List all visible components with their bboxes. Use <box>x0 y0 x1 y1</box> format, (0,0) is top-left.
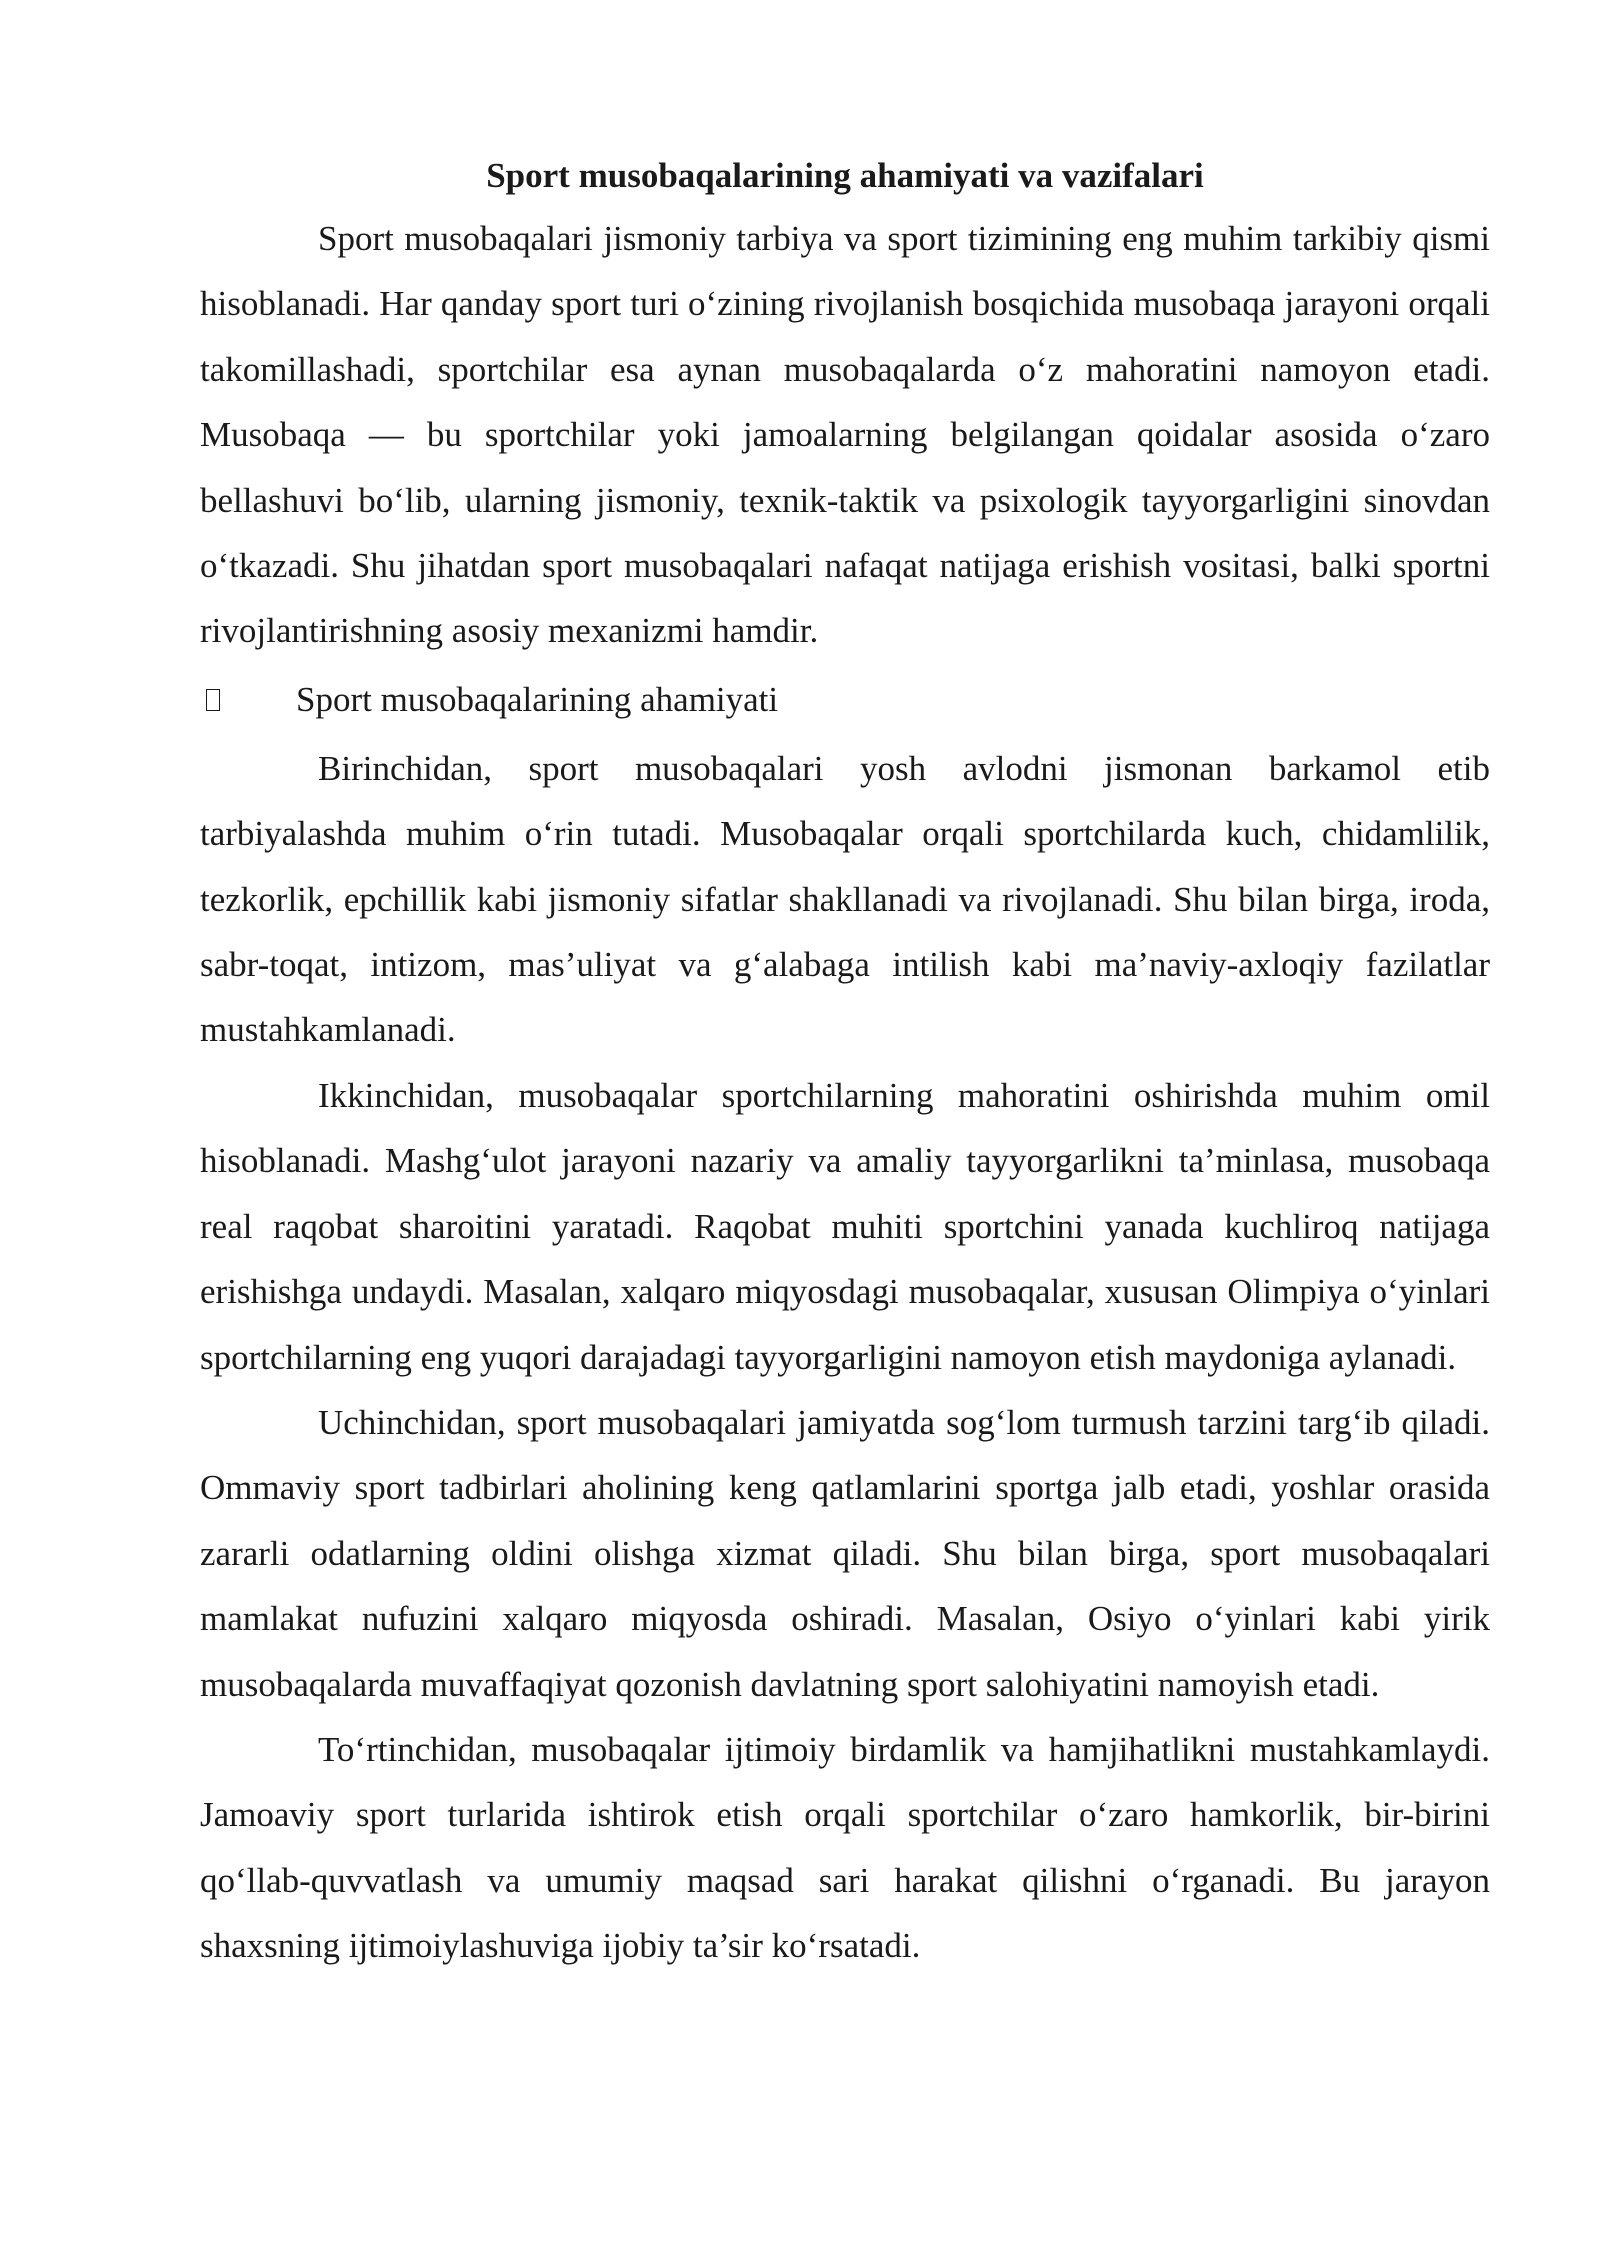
bullet-heading-text: Sport musobaqalarining ahamiyati <box>296 679 779 719</box>
document-page <box>200 150 1490 1979</box>
paragraph-third: Uchinchidan, sport musobaqalari jamiyatda sog‘lom turmush tarzini targ‘ib qiladi. Ommaviy sport tadbirlari aholining keng qatlamlarini sportga jalb etadi, yoshlar orasida zararli odatlarning oldini olishga xizmat qiladi. Shu bilan birga, sport musobaqalari mamlakat nufuzini xalqaro miqyosda oshiradi. Masalan, Osiyo o‘yinlari kabi yirik musobaqalarda muvaffaqiyat qozonish davlatning sport salohiyatini namoyish etadi. <box>200 1402 1490 1704</box>
paragraph-first: Birinchidan, sport musobaqalari yosh avlodni jismonan barkamol etib tarbiyalashda muhim o‘rin tutadi. Musobaqalar orqali sportchilarda kuch, chidamlilik, tezkorlik, epchillik kabi jismoniy sifatlar shakllanadi va rivojlanadi. Shu bilan birga, iroda, sabr-toqat, intizom, mas’uliyat va g‘alabaga intilish kabi ma’naviy-axloqiy fazilatlar mustahkamlanadi. <box>200 748 1490 1050</box>
document-title: Sport musobaqalarining ahamiyati va vazifalari <box>486 156 1204 195</box>
paragraph-second: Ikkinchidan, musobaqalar sportchilarning mahoratini oshirishda muhim omil hisoblanadi. Mashg‘ulot jarayoni nazariy va amaliy tayyorgarlikni ta’minlasa, musobaqa real raqobat sharoitini yaratadi. Raqobat muhiti sportchini yanada kuchliroq natijaga erishishga undaydi. Masalan, xalqaro miqyosdagi musobaqalar, xususan Olimpiya o‘yinlari sportchilarning eng yuqori darajadagi tayyorgarligini namoyon etish maydoniga aylanadi. <box>200 1075 1490 1377</box>
bullet-heading <box>200 670 1490 730</box>
paragraph-fourth: To‘rtinchidan, musobaqalar ijtimoiy birdamlik va hamjihatlikni mustahkamlaydi. Jamoaviy sport turlarida ishtirok etish orqali sportchilar o‘zaro hamkorlik, bir-birini qo‘llab-quvvatlash va umumiy maqsad sari harakat qilishni o‘rganadi. Bu jarayon shaxsning ijtimoiylashuviga ijobiy ta’sir ko‘rsatadi. <box>200 1729 1490 1966</box>
square-bullet-icon <box>200 670 296 730</box>
intro-paragraph: Sport musobaqalari jismoniy tarbiya va sport tizimining eng muhim tarkibiy qismi hisoblanadi. Har qanday sport turi o‘zining rivojlanish bosqichida musobaqa jarayoni orqali takomillashadi, sportchilar esa aynan musobaqalarda o‘z mahoratini namoyon etadi. Musobaqa — bu sportchilar yoki jamoalarning belgilangan qoidalar asosida o‘zaro bellashuvi bo‘lib, ularning jismoniy, texnik-taktik va psixologik tayyorgarligini sinovdan o‘tkazadi. Shu jihatdan sport musobaqalari nafaqat natijaga erishish vositasi, balki sportni rivojlantirishning asosiy mexanizmi hamdir. <box>200 219 1490 651</box>
